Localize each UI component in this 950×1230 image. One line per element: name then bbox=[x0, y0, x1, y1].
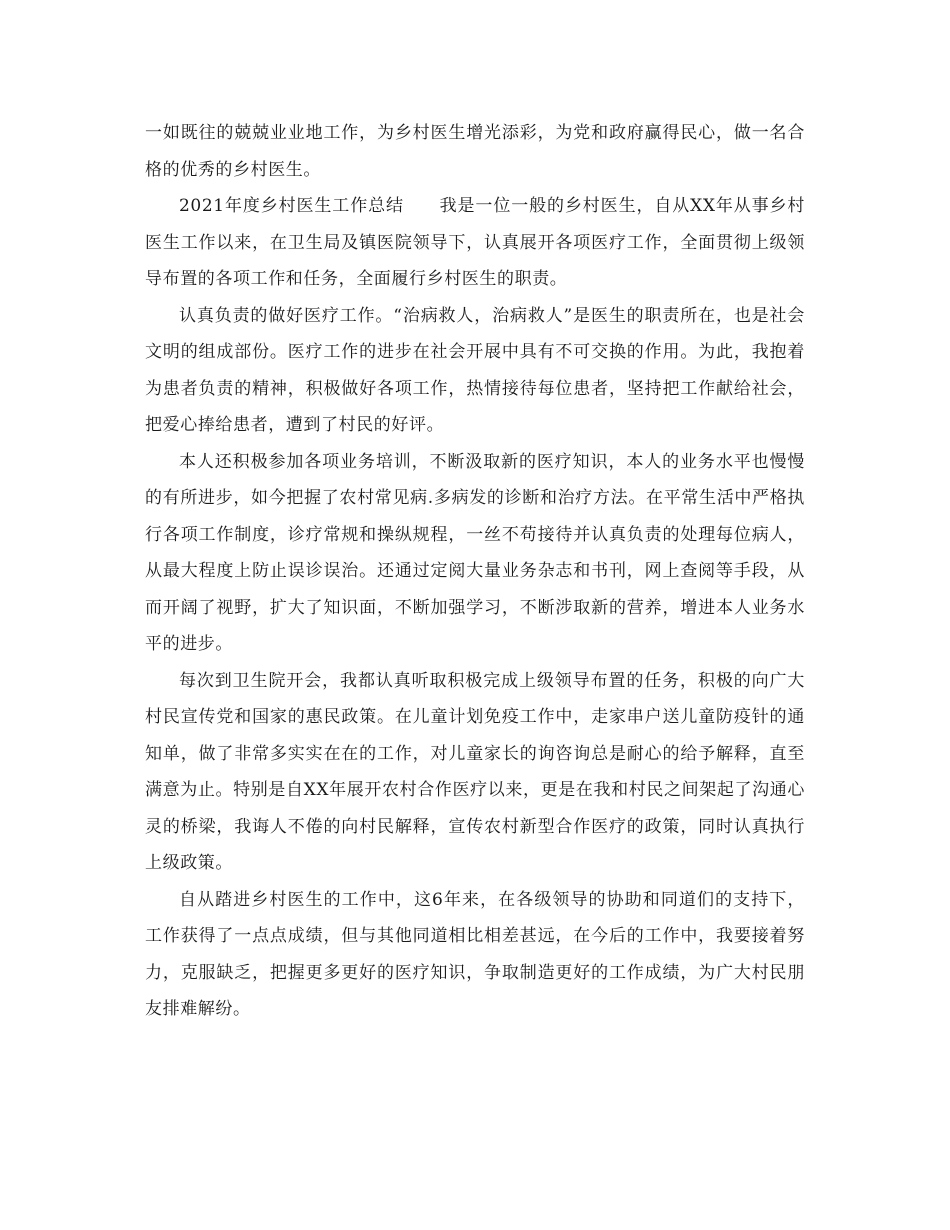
paragraph-continuation: 一如既往的兢兢业业地工作，为乡村医生增光添彩，为党和政府赢得民心，做一名合格的优秀的乡村医生。 bbox=[145, 123, 805, 180]
paragraph-meetings-policy: 每次到卫生院开会，我都认真听取积极完成上级领导布置的任务，积极的向广大村民宣传党和国家的惠民政策。在儿童计划免疫工作中，走家串户送儿童防疫针的通知单，做了非常多实实在在的工作，对儿童家长的询咨询总是耐心的给予解释，直至满意为止。特别是自XX年展开农村合作医疗以来，更是在我和村民之间架起了沟通心灵的桥梁，我诲人不倦的向村民解释，宣传农村新型合作医疗的政策，同时认真执行上级政策。 bbox=[145, 670, 805, 873]
paragraph-conclusion: 自从踏进乡村医生的工作中，这6年来，在各级领导的协助和同道们的支持下，工作获得了一点点成绩，但与其他同道相比相差甚远，在今后的工作中，我要接着努力，克服缺乏，把握更多更好的医疗知识，争取制造更好的工作成绩，为广大村民朋友排难解纷。 bbox=[145, 889, 805, 1019]
paragraph-training: 本人还积极参加各项业务培训，不断汲取新的医疗知识，本人的业务水平也慢慢的有所进步，如今把握了农村常见病.多病发的诊断和治疗方法。在平常生活中严格执行各项工作制度，诊疗常规和操纵规程，一丝不苟接待并认真负责的处理每位病人，从最大程度上防止误诊误治。还通过定阅大量业务杂志和书刊，网上查阅等手段，从而开阔了视野，扩大了知识面，不断加强学习，不断涉取新的营养，增进本人业务水平的进步。 bbox=[145, 451, 805, 654]
paragraph-medical-work: 认真负责的做好医疗工作。“治病救人，治病救人”是医生的职责所在，也是社会文明的组成部份。医疗工作的进步在社会开展中具有不可交换的作用。为此，我抱着为患者负责的精神，积极做好各项工作，热情接待每位患者，坚持把工作献给社会，把爱心捧给患者，遭到了村民的好评。 bbox=[145, 305, 805, 435]
paragraph-intro: 2021年度乡村医生工作总结 我是一位一般的乡村医生，自从XX年从事乡村医生工作以来，在卫生局及镇医院领导下，认真展开各项医疗工作，全面贯彻上级领导布置的各项工作和任务，全面履行乡村医生的职责。 bbox=[145, 196, 805, 289]
document-body bbox=[145, 115, 805, 1028]
